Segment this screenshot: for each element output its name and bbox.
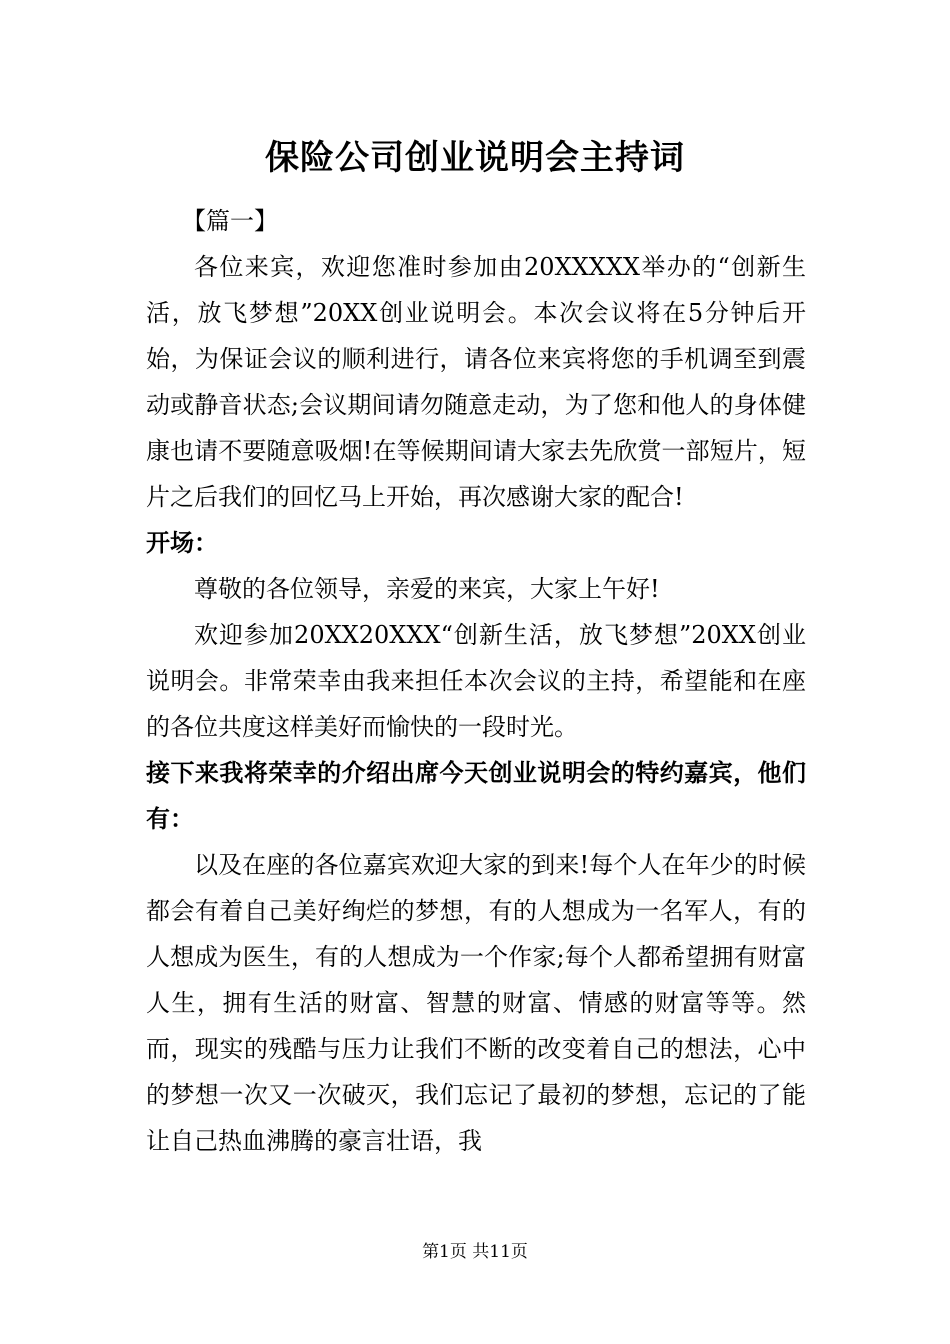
paragraph-welcome: 欢迎参加20XX20XXX“创新生活，放飞梦想”20XX创业说明会。非常荣幸由我来担任本次会议的主持，希望能和在座的各位共度这样美好而愉快的一段时光。 bbox=[146, 621, 806, 741]
paragraph-intro: 各位来宾，欢迎您准时参加由20XXXXX举办的“创新生活，放飞梦想”20XX创业说明会。本次会议将在5分钟后开始，为保证会议的顺利进行，请各位来宾将您的手机调至到震动或静音状态;会议期间请勿随意走动，为了您和他人的身体健康也请不要随意吸烟!在等候期间请大家去先欣赏一部短片，短片之后我们的回忆马上开始，再次感谢大家的配合! bbox=[146, 253, 806, 511]
heading-opening: 开场： bbox=[146, 529, 218, 557]
document-title: 保险公司创业说明会主持词 bbox=[265, 138, 685, 178]
paragraph-dreams: 以及在座的各位嘉宾欢迎大家的到来!每个人在年少的时候都会有着自己美好绚烂的梦想，有的人想成为一名军人，有的人想成为医生，有的人想成为一个作家;每个人都希望拥有财富人生，拥有生活的财富、智慧的财富、情感的财富等等。然而，现实的残酷与压力让我们不断的改变着自己的想法，心中的梦想一次又一次破灭，我们忘记了最初的梦想，忘记的了能让自己热血沸腾的豪言壮语，我 bbox=[146, 851, 806, 1155]
paragraph-greeting: 尊敬的各位领导，亲爱的来宾，大家上午好! bbox=[194, 575, 660, 603]
heading-guests: 接下来我将荣幸的介绍出席今天创业说明会的特约嘉宾，他们有： bbox=[146, 759, 806, 833]
page-footer: 第1页 共11页 bbox=[422, 1242, 528, 1262]
document-body bbox=[146, 198, 806, 1164]
section-label: 【篇一】 bbox=[182, 207, 278, 235]
